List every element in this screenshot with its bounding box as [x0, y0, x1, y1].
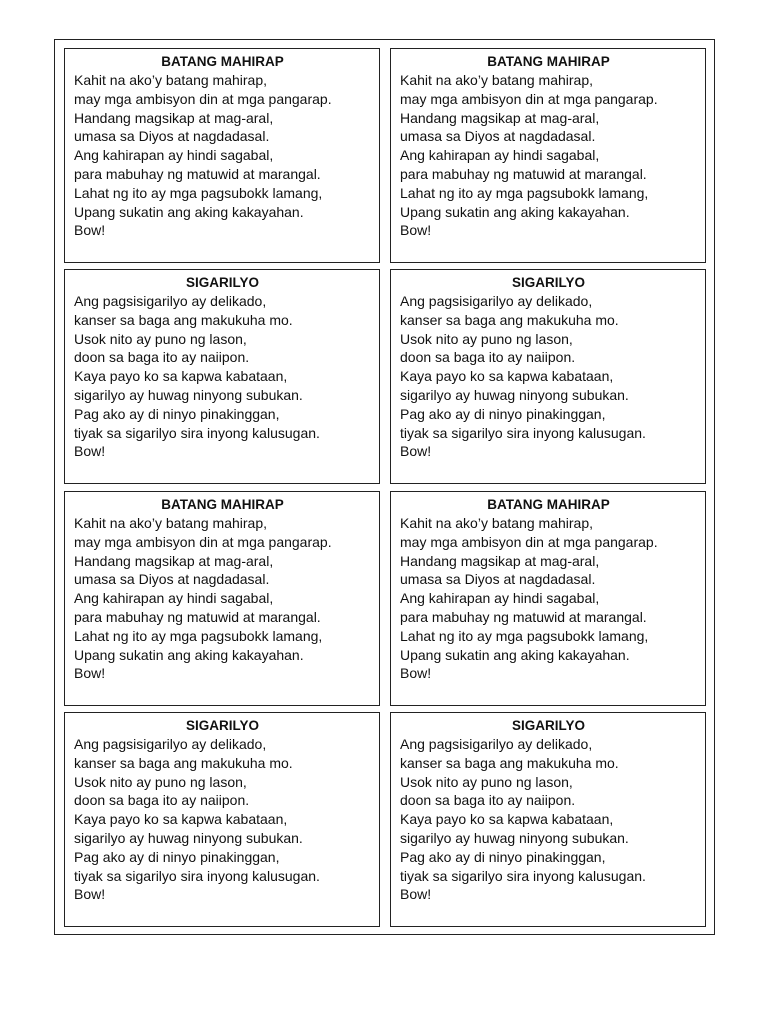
poem-line: Kaya payo ko sa kapwa kabataan,	[400, 368, 614, 385]
poem-card	[390, 48, 706, 263]
poem-verse	[74, 514, 371, 683]
poem-card	[390, 491, 706, 706]
poem-line: Lahat ng ito ay mga pagsubokk lamang,	[74, 184, 323, 201]
poem-line: Bow!	[400, 443, 432, 460]
poem-line: Kahit na ako’y batang mahirap,	[400, 72, 594, 88]
poem-verse	[400, 735, 697, 904]
poem-line: kanser sa baga ang makukuha mo.	[74, 754, 293, 771]
poem-line: sigarilyo ay huwag ninyong subukan.	[400, 386, 629, 403]
poem-verse	[74, 292, 371, 461]
poem-line: Kahit na ako’y batang mahirap,	[74, 515, 268, 531]
poem-card-title: SIGARILYO	[511, 718, 586, 733]
poem-line: Ang pagsisigarilyo ay delikado,	[400, 736, 593, 752]
poem-line: Bow!	[400, 665, 432, 682]
poem-verse	[74, 735, 371, 904]
poem-line: kanser sa baga ang makukuha mo.	[400, 311, 619, 328]
poem-line: Bow!	[74, 443, 106, 460]
poem-line: Handang magsikap at mag-aral,	[74, 552, 274, 569]
poem-verse	[74, 71, 371, 240]
poem-line: doon sa baga ito ay naiipon.	[74, 349, 250, 366]
poem-line: para mabuhay ng matuwid at marangal.	[74, 608, 321, 625]
poem-line: umasa sa Diyos at nagdadasal.	[400, 571, 596, 588]
poem-line: Handang magsikap at mag-aral,	[400, 109, 600, 126]
poem-line: sigarilyo ay huwag ninyong subukan.	[74, 386, 303, 403]
poem-line: umasa sa Diyos at nagdadasal.	[74, 128, 270, 145]
poem-line: Usok nito ay puno ng lason,	[74, 773, 247, 790]
poem-line: tiyak sa sigarilyo sira inyong kalusugan.	[74, 424, 320, 441]
poem-card	[64, 269, 380, 484]
poem-line: umasa sa Diyos at nagdadasal.	[74, 571, 270, 588]
poem-line: Kaya payo ko sa kapwa kabataan,	[74, 811, 288, 828]
poem-line: Ang pagsisigarilyo ay delikado,	[74, 293, 267, 309]
poem-card-sheet	[54, 39, 715, 935]
poem-line: Ang kahirapan ay hindi sagabal,	[400, 147, 600, 164]
poem-line: para mabuhay ng matuwid at marangal.	[400, 608, 647, 625]
poem-line: may mga ambisyon din at mga pangarap.	[400, 533, 658, 550]
poem-card-title: BATANG MAHIRAP	[487, 54, 610, 69]
poem-line: Lahat ng ito ay mga pagsubokk lamang,	[400, 627, 649, 644]
poem-line: Upang sukatin ang aking kakayahan.	[400, 203, 630, 220]
poem-line: kanser sa baga ang makukuha mo.	[74, 311, 293, 328]
poem-line: tiyak sa sigarilyo sira inyong kalusugan.	[400, 424, 646, 441]
poem-card	[64, 491, 380, 706]
poem-line: para mabuhay ng matuwid at marangal.	[400, 165, 647, 182]
poem-line: Bow!	[74, 886, 106, 903]
poem-line: sigarilyo ay huwag ninyong subukan.	[74, 829, 303, 846]
poem-line: Pag ako ay di ninyo pinakinggan,	[74, 848, 280, 865]
poem-card	[390, 712, 706, 927]
poem-line: doon sa baga ito ay naiipon.	[400, 792, 576, 809]
poem-card-title: BATANG MAHIRAP	[487, 497, 610, 512]
poem-line: Pag ako ay di ninyo pinakinggan,	[400, 848, 606, 865]
poem-card-title: SIGARILYO	[185, 275, 260, 290]
poem-line: Ang pagsisigarilyo ay delikado,	[400, 293, 593, 309]
poem-line: may mga ambisyon din at mga pangarap.	[74, 90, 332, 107]
poem-line: Kaya payo ko sa kapwa kabataan,	[400, 811, 614, 828]
poem-line: Ang pagsisigarilyo ay delikado,	[74, 736, 267, 752]
poem-line: umasa sa Diyos at nagdadasal.	[400, 128, 596, 145]
poem-verse	[400, 514, 697, 683]
poem-card-title: BATANG MAHIRAP	[161, 54, 284, 69]
poem-line: Usok nito ay puno ng lason,	[400, 330, 573, 347]
poem-line: Ang kahirapan ay hindi sagabal,	[74, 590, 274, 607]
poem-line: Bow!	[400, 222, 432, 239]
poem-card	[64, 712, 380, 927]
poem-line: Kahit na ako’y batang mahirap,	[400, 515, 594, 531]
poem-card-title: SIGARILYO	[185, 718, 260, 733]
poem-card-title: SIGARILYO	[511, 275, 586, 290]
poem-line: sigarilyo ay huwag ninyong subukan.	[400, 829, 629, 846]
poem-line: Handang magsikap at mag-aral,	[400, 552, 600, 569]
poem-line: may mga ambisyon din at mga pangarap.	[74, 533, 332, 550]
poem-line: Bow!	[74, 665, 106, 682]
poem-card	[390, 269, 706, 484]
poem-verse	[400, 71, 697, 240]
poem-line: Lahat ng ito ay mga pagsubokk lamang,	[74, 627, 323, 644]
poem-line: doon sa baga ito ay naiipon.	[74, 792, 250, 809]
poem-line: Upang sukatin ang aking kakayahan.	[400, 646, 630, 663]
poem-line: Usok nito ay puno ng lason,	[74, 330, 247, 347]
poem-line: doon sa baga ito ay naiipon.	[400, 349, 576, 366]
poem-line: Kaya payo ko sa kapwa kabataan,	[74, 368, 288, 385]
poem-line: Pag ako ay di ninyo pinakinggan,	[400, 405, 606, 422]
poem-line: para mabuhay ng matuwid at marangal.	[74, 165, 321, 182]
poem-line: Kahit na ako’y batang mahirap,	[74, 72, 268, 88]
poem-line: Upang sukatin ang aking kakayahan.	[74, 646, 304, 663]
poem-verse	[400, 292, 697, 461]
poem-line: Usok nito ay puno ng lason,	[400, 773, 573, 790]
poem-card-title: BATANG MAHIRAP	[161, 497, 284, 512]
poem-line: may mga ambisyon din at mga pangarap.	[400, 90, 658, 107]
poem-line: Ang kahirapan ay hindi sagabal,	[74, 147, 274, 164]
poem-line: Handang magsikap at mag-aral,	[74, 109, 274, 126]
poem-line: tiyak sa sigarilyo sira inyong kalusugan.	[74, 867, 320, 884]
poem-line: Bow!	[74, 222, 106, 239]
poem-line: Upang sukatin ang aking kakayahan.	[74, 203, 304, 220]
poem-line: kanser sa baga ang makukuha mo.	[400, 754, 619, 771]
poem-line: tiyak sa sigarilyo sira inyong kalusugan.	[400, 867, 646, 884]
poem-line: Lahat ng ito ay mga pagsubokk lamang,	[400, 184, 649, 201]
poem-card	[64, 48, 380, 263]
poem-line: Pag ako ay di ninyo pinakinggan,	[74, 405, 280, 422]
poem-line: Ang kahirapan ay hindi sagabal,	[400, 590, 600, 607]
poem-line: Bow!	[400, 886, 432, 903]
